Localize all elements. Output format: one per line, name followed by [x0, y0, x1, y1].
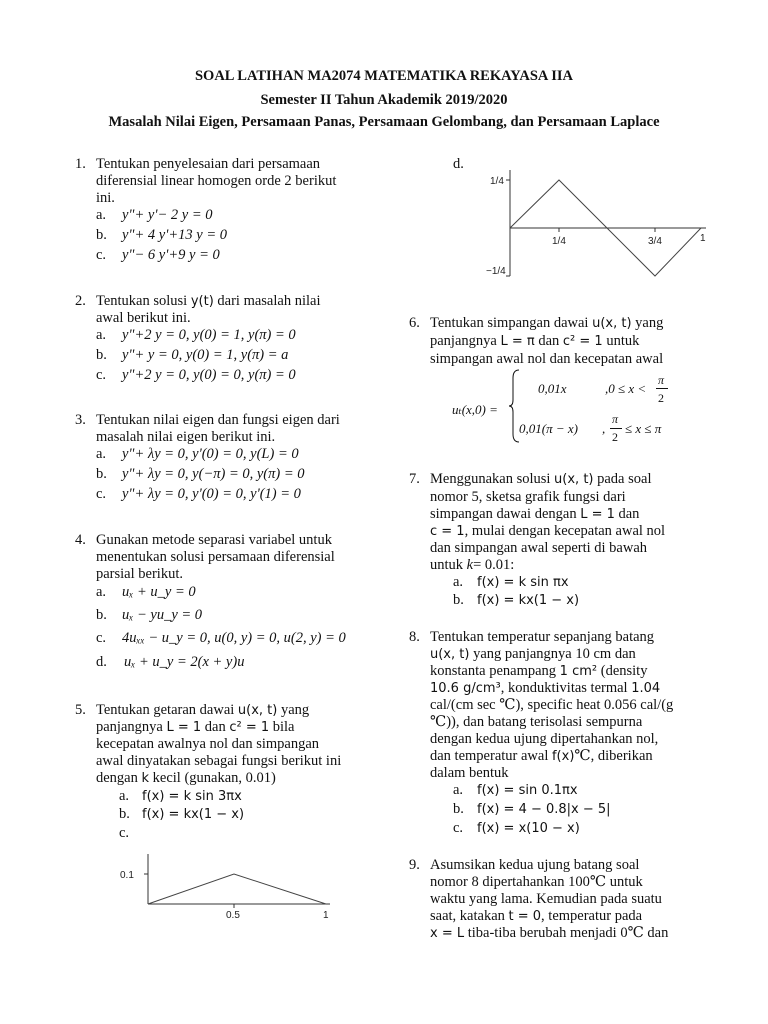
q4-d-label: d. [96, 654, 107, 670]
q8-line-7: dengan kedua ujung dipertahankan nol, [430, 731, 659, 747]
graph-d-xtick-three-quarter: 3/4 [648, 236, 662, 247]
q2-b-label: b. [96, 347, 107, 363]
q8-line-5: cal/(cm sec ℃), specific heat 0.056 cal/(g [430, 697, 674, 713]
q1-line-1: Tentukan penyelesaian dari persamaan [96, 156, 321, 172]
q7-a-equation: f(x) = k sin πx [477, 575, 569, 590]
q3-line-1: Tentukan nilai eigen dan fungsi eigen dari [96, 412, 340, 428]
q8-a-equation: f(x) = sin 0.1πx [477, 783, 578, 798]
q5-a-equation: f(x) = k sin 3πx [142, 789, 242, 804]
q5-b-equation: f(x) = kx(1 − x) [142, 807, 245, 822]
graph-d-ytick-bottom: −1/4 [486, 266, 506, 277]
q6-case1-frac-num: π [658, 373, 665, 387]
q3-c-equation: y"+ λy = 0, y'(0) = 0, y'(1) = 0 [122, 486, 301, 502]
graph-c-curve [148, 874, 326, 904]
graph-d-ytick-top: 1/4 [490, 176, 504, 187]
q9-number: 9. [409, 857, 420, 873]
q3-number: 3. [75, 412, 86, 428]
q5-line-4: awal dinyatakan sebagai fungsi berikut ini [96, 753, 342, 769]
q4-line-1: Gunakan metode separasi variabel untuk [96, 532, 332, 548]
q6-case2-comma: , [602, 421, 606, 436]
q8-line-9: dalam bentuk [430, 765, 509, 781]
q8-line-4: 10.6 g/cm³, konduktivitas termal 1.04 [430, 680, 661, 696]
q5-c-graph [110, 848, 340, 924]
q6-case2-condition: ≤ x ≤ π [625, 421, 662, 436]
q4-b-label: b. [96, 607, 107, 623]
q3-a-label: a. [96, 446, 107, 462]
q1-b-label: b. [96, 227, 107, 243]
graph-c-xtick-label-one: 1 [323, 910, 329, 921]
q6-case1-condition: ,0 ≤ x < [605, 381, 647, 396]
q2-a-equation: y"+2 y = 0, y(0) = 1, y(π) = 0 [122, 327, 296, 343]
q7-number: 7. [409, 471, 420, 487]
q6-case1-frac-den: 2 [658, 391, 664, 405]
q6-case2-frac-den: 2 [612, 430, 618, 444]
q5-line-2: panjangnya L = 1 dan c² = 1 bila [96, 719, 295, 735]
q1-b-equation: y"+ 4 y'+13 y = 0 [122, 227, 227, 243]
q4-line-2: menentukan solusi persamaan diferensial [96, 549, 335, 565]
q4-b-equation: uₓ − yu_y = 0 [122, 607, 203, 623]
q5-line-3: kecepatan awalnya nol dan simpangan [96, 736, 320, 752]
q1-line-3: ini. [96, 190, 115, 206]
q7-line-3: simpangan dawai dengan L = 1 dan [430, 506, 640, 522]
q3-line-2: masalah nilai eigen berikut ini. [96, 429, 276, 445]
q4-number: 4. [75, 532, 86, 548]
q1-c-equation: y"− 6 y'+9 y = 0 [122, 247, 220, 263]
q1-number: 1. [75, 156, 86, 172]
q6-line-2: panjangnya L = π dan c² = 1 untuk [430, 333, 640, 349]
q6-line-3: simpangan awal nol dan kecepatan awal [430, 351, 664, 367]
q3-c-label: c. [96, 486, 107, 502]
q8-line-2: u(x, t) yang panjangnya 10 cm dan [430, 646, 636, 662]
q7-line-6: untuk k= 0.01: [430, 557, 515, 573]
q7-line-4: c = 1, mulai dengan kecepatan awal nol [430, 523, 666, 539]
q7-a-label: a. [453, 574, 464, 590]
q8-c-equation: f(x) = x(10 − x) [477, 821, 580, 836]
document-topic: Masalah Nilai Eigen, Persamaan Panas, Persamaan Gelombang, dan Persamaan Laplace [108, 114, 660, 130]
graph-d-xtick-one: 1 [700, 233, 706, 244]
q6-case2-value: 0,01(π − x) [519, 421, 578, 436]
q1-a-label: a. [96, 207, 107, 223]
q4-a-label: a. [96, 584, 107, 600]
q8-line-3: konstanta penampang 1 cm² (density [430, 663, 648, 679]
q8-line-6: ℃)), dan batang terisolasi sempurna [430, 714, 643, 730]
q7-b-equation: f(x) = kx(1 − x) [477, 593, 580, 608]
document-title: SOAL LATIHAN MA2074 MATEMATIKA REKAYASA IIA [194, 68, 573, 84]
q2-c-label: c. [96, 367, 107, 383]
q8-number: 8. [409, 629, 420, 645]
q6-line-1: Tentukan simpangan dawai u(x, t) yang [430, 315, 664, 331]
q6-lhs: uₜ(x,0) = [452, 402, 498, 417]
q5-a-label: a. [119, 788, 130, 804]
q7-line-5: dan simpangan awal seperti di bawah [430, 540, 648, 556]
q6-case2-frac-num: π [612, 412, 619, 426]
q8-line-1: Tentukan temperatur sepanjang batang [430, 629, 655, 645]
q7-line-2: nomor 5, sketsa grafik fungsi dari [430, 489, 626, 505]
q5-d-graph [486, 168, 722, 290]
q4-a-equation: uₓ + u_y = 0 [122, 584, 196, 600]
q5-b-label: b. [119, 806, 130, 822]
q9-line-2: nomor 8 dipertahankan 100℃ untuk [430, 874, 643, 890]
graph-c-xtick-label-half: 0.5 [226, 910, 240, 921]
document-semester: Semester II Tahun Akademik 2019/2020 [260, 92, 508, 108]
q5-number: 5. [75, 702, 86, 718]
q9-line-3: waktu yang lama. Kemudian pada suatu [430, 891, 662, 907]
q6-number: 6. [409, 315, 420, 331]
q9-line-1: Asumsikan kedua ujung batang soal [430, 857, 640, 873]
q6-case1-frac-bar [656, 388, 668, 389]
q4-c-equation: 4uₓₓ − u_y = 0, u(0, y) = 0, u(2, y) = 0 [122, 630, 346, 646]
q9-line-4: saat, katakan t = 0, temperatur pada [430, 908, 643, 924]
q2-number: 2. [75, 293, 86, 309]
q2-a-label: a. [96, 327, 107, 343]
q7-line-1: Menggunakan solusi u(x, t) pada soal [430, 471, 652, 487]
q4-d-equation: uₓ + u_y = 2(x + y)u [124, 654, 245, 670]
q2-line-2: awal berikut ini. [96, 310, 191, 326]
q3-b-equation: y"+ λy = 0, y(−π) = 0, y(π) = 0 [122, 466, 305, 482]
q8-a-label: a. [453, 782, 464, 798]
q5-line-1: Tentukan getaran dawai u(x, t) yang [96, 702, 310, 718]
q1-a-equation: y"+ y'− 2 y = 0 [122, 207, 213, 223]
q3-a-equation: y"+ λy = 0, y'(0) = 0, y(L) = 0 [122, 446, 299, 462]
graph-c-ytick-label: 0.1 [120, 870, 134, 881]
graph-d-xtick-quarter: 1/4 [552, 236, 566, 247]
q5-d-label: d. [453, 156, 464, 172]
q4-c-label: c. [96, 630, 107, 646]
q7-b-label: b. [453, 592, 464, 608]
q4-line-3: parsial berikut. [96, 566, 183, 582]
q2-b-equation: y"+ y = 0, y(0) = 1, y(π) = a [122, 347, 289, 363]
q2-c-equation: y"+2 y = 0, y(0) = 0, y(π) = 0 [122, 367, 296, 383]
q8-c-label: c. [453, 820, 464, 836]
q1-line-2: diferensial linear homogen orde 2 berikut [96, 173, 337, 189]
q9-line-5: x = L tiba-tiba berubah menjadi 0℃ dan [430, 925, 669, 941]
q6-case1-value: 0,01x [538, 381, 567, 396]
q1-c-label: c. [96, 247, 107, 263]
q2-line-1: Tentukan solusi y(t) dari masalah nilai [96, 293, 321, 309]
q8-line-8: dan temperatur awal f(x)℃, diberikan [430, 748, 653, 764]
q8-b-label: b. [453, 801, 464, 817]
q5-line-5: dengan k kecil (gunakan, 0.01) [96, 770, 276, 786]
q5-c-label: c. [119, 825, 130, 841]
q3-b-label: b. [96, 466, 107, 482]
q8-b-equation: f(x) = 4 − 0.8|x − 5| [477, 802, 611, 817]
